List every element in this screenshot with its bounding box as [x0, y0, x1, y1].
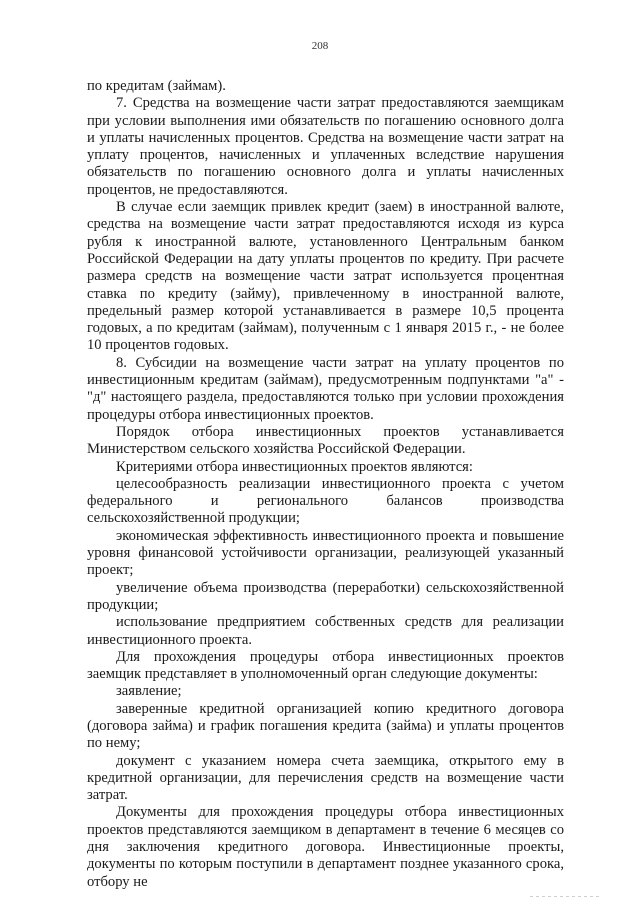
document-item: документ с указанием номера счета заемщика, открытого ему в кредитной организации, для перечисления средств на возмещение части затрат. — [87, 752, 564, 804]
paragraph-clause-7: 7. Средства на возмещение части затрат предоставляются заемщикам при условии выполнения ими обязательств по погашению основного долга и уплаты начисленных процентов. Средства на возмещение части затрат на уплату процентов, начисленных и уплаченных вследствие нарушения обязательств по погашению основного долга и уплаты начисленных процентов, не предоставляются. — [87, 95, 564, 198]
paragraph-criteria-heading: Критериями отбора инвестиционных проектов являются: — [116, 458, 473, 475]
paragraph-continuation: по кредитам (займам). — [87, 78, 226, 94]
document-item: заявление; — [116, 683, 182, 700]
criteria-item: целесообразность реализации инвестиционного проекта с учетом федерального и регионального балансов производства сельскохозяйственной продукции; — [87, 475, 564, 527]
page-number: 208 — [311, 40, 329, 52]
paragraph-selection-procedure: Порядок отбора инвестиционных проектов устанавливается Министерством сельского хозяйства Российской Федерации. — [87, 423, 564, 458]
document-item: заверенные кредитной организацией копию кредитного договора (договора займа) и график погашения кредита (займа) и уплаты процентов по нему; — [87, 700, 564, 752]
criteria-item: увеличение объема производства (переработки) сельскохозяйственной продукции; — [87, 579, 564, 613]
scan-artifact — [530, 896, 600, 897]
paragraph-documents-heading: Для прохождения процедуры отбора инвестиционных проектов заемщик представляет в уполномоченный орган следующие документы: — [87, 648, 564, 683]
paragraph-submission-deadline: Документы для прохождения процедуры отбора инвестиционных проектов представляются заемщиком в департамент в течение 6 месяцев со дня заключения кредитного договора. Инвестиционные проекты, документы по которым поступили в департамент позднее указанного срока, отбору не — [87, 804, 564, 890]
paragraph-clause-8: 8. Субсидии на возмещение части затрат на уплату процентов по инвестиционным кредитам (займам), предусмотренным подпунктами "а" - "д" настоящего раздела, предоставляются только при условии прохождения процедуры отбора инвестиционных проектов. — [87, 354, 564, 423]
criteria-item: экономическая эффективность инвестиционного проекта и повышение уровня финансовой устойчивости организации, реализующей указанный проект; — [87, 527, 564, 579]
criteria-item: использование предприятием собственных средств для реализации инвестиционного проекта. — [87, 614, 564, 648]
paragraph-foreign-currency: В случае если заемщик привлек кредит (заем) в иностранной валюте, средства на возмещение части затрат предоставляются исходя из курса рубля к иностранной валюте, установленного Центральным банком Российской Федерации на дату уплаты процентов по кредиту. При расчете размера средств на возмещение части затрат используется процентная ставка по кредиту (займу), привлеченному в иностранной валюте, предельный размер которой устанавливается в размере 10,5 процента годовых, а по кредитам (займам), полученным с 1 января 2015 г., - не более 10 процентов годовых. — [87, 199, 564, 354]
document-body — [87, 78, 564, 891]
